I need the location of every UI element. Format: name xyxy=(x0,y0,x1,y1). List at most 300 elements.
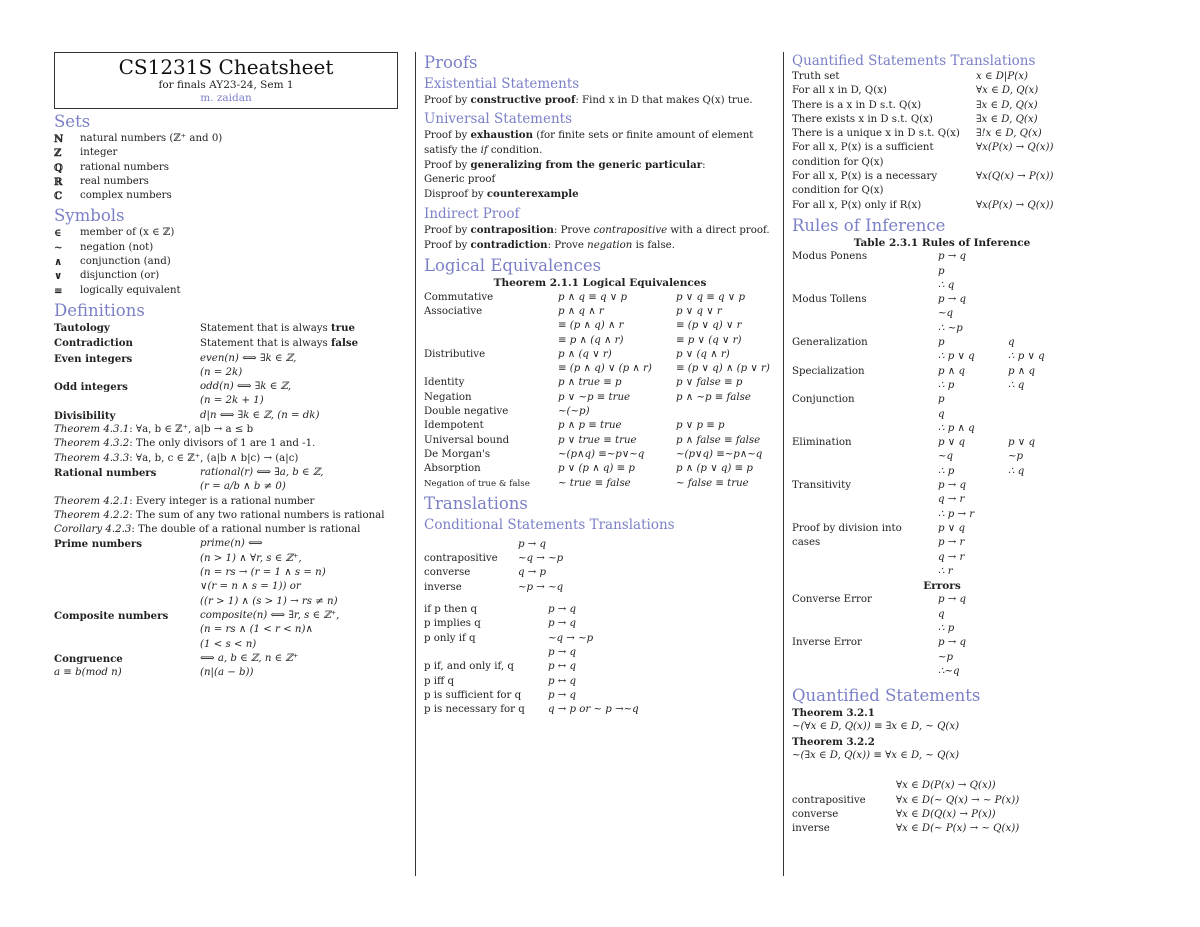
rule-line xyxy=(938,551,1008,565)
universal-heading: Universal Statements xyxy=(424,111,573,128)
def-line: (n = 2k) xyxy=(200,366,243,378)
statement-name: p if, and only if, q xyxy=(424,661,514,673)
def xyxy=(200,537,338,608)
keyword: generalizing from the generic particular xyxy=(470,158,703,171)
rule-name: Modus Ponens xyxy=(792,251,868,263)
errors-table xyxy=(792,593,1092,679)
inference-heading: Rules of Inference xyxy=(792,215,946,235)
law-or: p ∧ (p ∨ q) ≡ p xyxy=(676,463,753,475)
equivalence-row xyxy=(424,376,776,390)
conditional-row xyxy=(424,675,776,689)
statement-form: ∀x ∈ D, Q(x) xyxy=(976,85,1039,97)
description: disjunction (or) xyxy=(80,270,160,282)
statement-name: inverse xyxy=(792,823,830,835)
premise-a: ~q xyxy=(938,308,954,320)
premise-a: ∴ p xyxy=(938,465,955,477)
rule-lines xyxy=(938,479,1008,522)
inference-rule xyxy=(792,436,1092,479)
symbol-item xyxy=(54,226,398,240)
symbol-item xyxy=(54,241,398,255)
inference-rule xyxy=(792,522,1092,579)
theorem-name: Theorem 4.3.1 xyxy=(54,424,130,436)
italic: contrapositive xyxy=(593,224,668,236)
theorem-text: : The only divisors of 1 are 1 and -1. xyxy=(129,438,316,450)
rule-line xyxy=(938,393,1008,407)
rule-lines xyxy=(938,522,1008,579)
text: (for finite sets or finite amount of element satisfy the xyxy=(424,130,754,156)
law-name: Identity xyxy=(424,377,465,389)
def-line: composite(n) ⟺ ∃r, s ∈ ℤ⁺, xyxy=(200,609,340,621)
premise-b: ∴ p ∨ q xyxy=(1008,351,1045,363)
law-name: De Morgan's xyxy=(424,448,491,460)
def-tautology xyxy=(54,321,398,336)
theorem-4-2-2 xyxy=(54,509,398,523)
rule-line xyxy=(938,307,1008,321)
statement-name: converse xyxy=(424,567,471,579)
column-divider-1 xyxy=(415,52,416,876)
statement-form: ∀x ∈ D(P(x) → Q(x)) xyxy=(896,780,996,792)
symbol: ~ xyxy=(54,241,63,254)
conditional-row xyxy=(424,552,776,566)
quantified-translation-row xyxy=(792,113,1092,127)
text: : Prove xyxy=(553,224,594,236)
conditional-row xyxy=(424,703,776,717)
def-line: (n|(a − b)) xyxy=(200,667,254,679)
term: Tautology xyxy=(54,321,110,334)
statement-name: p only if q xyxy=(424,632,476,644)
term: Composite numbers xyxy=(54,609,169,622)
rule-line xyxy=(938,279,1008,293)
statement-name: There is a unique x in D s.t. Q(x) xyxy=(792,128,960,140)
symbol: ℕ xyxy=(54,133,64,145)
statement-form: p → q xyxy=(548,604,577,616)
def xyxy=(200,336,358,351)
quantified-translation-row xyxy=(792,70,1092,84)
def-line: (n = rs ∧ (1 < r < n)∧ xyxy=(200,624,313,636)
set-item xyxy=(54,161,398,175)
def-line: odd(n) ⟺ ∃k ∈ ℤ, xyxy=(200,381,292,393)
rule-line xyxy=(938,322,1008,336)
law-or: p ∨ q ∨ r xyxy=(676,305,722,317)
premise-a: ∴ p xyxy=(938,622,955,634)
keyword: counterexample xyxy=(486,188,579,201)
def-line: (1 < s < n) xyxy=(200,638,257,650)
theorem-name: Theorem 4.3.3 xyxy=(54,452,130,464)
def-text: Statement that is always xyxy=(200,322,331,334)
rule-line xyxy=(938,350,1045,364)
inference-rule xyxy=(792,250,1092,293)
italic: if xyxy=(480,144,488,156)
law-name: Absorption xyxy=(424,463,481,475)
term: Contradiction xyxy=(54,337,133,350)
equivalence-row xyxy=(424,419,776,433)
def-keyword: true xyxy=(331,321,355,334)
conditional-group-1 xyxy=(424,538,776,595)
premise-b: p ∧ q xyxy=(1008,365,1035,377)
quantified-form-row xyxy=(792,794,1092,808)
statement-name: p is sufficient for q xyxy=(424,689,522,701)
text: : Find x in D that makes Q(x) true. xyxy=(575,95,753,106)
italic: negation xyxy=(587,240,633,252)
statement-form: x ∈ D|P(x) xyxy=(976,71,1028,82)
column-divider-2 xyxy=(783,52,784,876)
quantified-translation-row xyxy=(792,84,1092,98)
premise-a: ∴~q xyxy=(938,665,960,677)
statement-form: ~p → ~q xyxy=(518,581,564,593)
symbol: ∨ xyxy=(54,270,63,283)
statement-form: p ↔ q xyxy=(548,661,577,673)
law-and: ~(~p) xyxy=(558,406,590,418)
symbol: ℤ xyxy=(54,147,62,160)
conditional-row xyxy=(424,689,776,703)
rule-line xyxy=(938,250,1008,264)
statement-name: For all x, P(x) is a sufficient condition for Q(x) xyxy=(792,142,934,168)
theorem-text: : ∀a, b ∈ ℤ⁺, a|b → a ≤ b xyxy=(129,424,254,436)
set-item xyxy=(54,189,398,203)
equivalence-row xyxy=(424,319,776,333)
premise-a: p → q xyxy=(938,637,967,649)
symbol: ℝ xyxy=(54,175,63,188)
theorem-text: : ∀a, b, c ∈ ℤ⁺, (a|b ∧ b|c) → (a|c) xyxy=(129,452,299,464)
quantified-translation-row xyxy=(792,127,1092,141)
def-line: ((r > 1) ∧ (s > 1) → rs ≠ n) xyxy=(200,595,338,607)
symbol: ℂ xyxy=(54,190,63,203)
premise-a: p → q xyxy=(938,251,967,263)
premise-a: ∴ p ∨ q xyxy=(938,351,975,363)
law-and: p ∧ true ≡ p xyxy=(558,377,622,389)
statement-form: ∀x ∈ D(~ P(x) → ~ Q(x)) xyxy=(896,823,1020,835)
rule-line xyxy=(938,365,1035,379)
spacer xyxy=(424,595,776,603)
theorem-4-3-2 xyxy=(54,437,398,451)
premise-a: p ∧ q xyxy=(938,365,965,377)
premise-b: ∴ q xyxy=(1008,379,1025,391)
def-line: ∨(r = n ∧ s = 1)) or xyxy=(200,581,301,593)
statement-form: p ↔ q xyxy=(548,675,577,687)
rule-lines xyxy=(938,293,1008,336)
rule-line xyxy=(938,536,1008,550)
statement-name: converse xyxy=(792,808,839,820)
law-name: Idempotent xyxy=(424,420,484,432)
keyword: contradiction xyxy=(470,239,548,252)
statement-name: p is necessary for q xyxy=(424,704,525,716)
universal-line-2 xyxy=(424,158,776,173)
premise-a: p xyxy=(938,337,945,349)
rule-line xyxy=(938,379,1035,393)
rule-lines xyxy=(938,336,1045,365)
rule-line xyxy=(938,508,1008,522)
rule-line xyxy=(938,636,1008,650)
rule-lines xyxy=(938,250,1008,293)
def xyxy=(200,652,298,681)
rule-line xyxy=(938,465,1035,479)
quantified-translation-row xyxy=(792,99,1092,113)
statement-form: ∀x(P(x) → Q(x)) xyxy=(976,199,1054,211)
def xyxy=(200,466,324,495)
premise-a: p → q xyxy=(938,594,967,606)
quantified-form-row xyxy=(792,808,1092,822)
equivalences-heading: Logical Equivalences xyxy=(424,256,602,276)
premise-b: ~p xyxy=(1008,451,1024,463)
term: Divisibility xyxy=(54,409,116,422)
page-subtitle: for finals AY23-24, Sem 1 xyxy=(158,79,294,91)
term-math: a ≡ b(mod n) xyxy=(54,667,122,679)
term: Rational numbers xyxy=(54,466,157,479)
definitions-block xyxy=(54,321,398,680)
term: Congruence xyxy=(54,652,123,665)
statement-name: p iff q xyxy=(424,675,455,687)
def xyxy=(200,380,291,409)
rule-lines xyxy=(938,365,1035,394)
universal-line-4 xyxy=(424,187,776,202)
rule-lines xyxy=(938,393,1008,436)
premise-a: ∴ p ∧ q xyxy=(938,422,975,434)
description: natural numbers (ℤ⁺ and 0) xyxy=(80,133,223,144)
def-congruence xyxy=(54,652,398,681)
rule-line xyxy=(938,565,1008,579)
law-or: ≡ p ∨ (q ∨ r) xyxy=(676,334,742,346)
theorem-3-2-1: ~(∀x ∈ D, Q(x)) ≡ ∃x ∈ D, ~ Q(x) xyxy=(792,721,960,733)
equivalence-row xyxy=(424,462,776,476)
law-name: Negation of true & false xyxy=(424,478,530,489)
text: Proof by xyxy=(424,95,471,106)
text: Proof by xyxy=(424,224,471,236)
page-title: CS1231S Cheatsheet xyxy=(118,55,334,79)
law-name: Associative xyxy=(424,305,483,317)
equivalence-row xyxy=(424,477,776,491)
premise-a: p → r xyxy=(938,537,965,549)
law-and: p ∧ q ≡ q ∨ p xyxy=(558,291,627,303)
indirect-heading: Indirect Proof xyxy=(424,205,520,222)
keyword: constructive proof xyxy=(470,94,576,106)
rule-name: Converse Error xyxy=(792,594,872,606)
def xyxy=(200,609,339,652)
symbol-item xyxy=(54,284,398,298)
description: conjunction (and) xyxy=(80,256,171,268)
def-line: rational(r) ⟺ ∃a, b ∈ ℤ, xyxy=(200,466,324,478)
definitions-heading: Definitions xyxy=(54,300,145,320)
rule-name: Modus Tollens xyxy=(792,294,867,306)
conditional-heading: Conditional Statements Translations xyxy=(424,516,675,533)
theorem-3-2-1-name: Theorem 3.2.1 xyxy=(792,707,875,720)
premise-a: q xyxy=(938,608,945,620)
rule-line xyxy=(938,450,1035,464)
rule-line xyxy=(938,336,1045,350)
law-and: ~(p∧q) ≡~p∨~q xyxy=(558,448,645,460)
def-odd xyxy=(54,380,398,409)
keyword: exhaustion xyxy=(470,129,533,142)
law-or: p ∨ (q ∧ r) xyxy=(676,348,730,360)
premise-b: q xyxy=(1008,337,1015,349)
theorem-text: : The double of a rational number is rational xyxy=(131,524,361,536)
def-prime xyxy=(54,537,398,608)
description: integer xyxy=(80,147,118,159)
statement-form: p → q xyxy=(518,538,547,550)
rule-line xyxy=(938,436,1035,450)
text: Proof by xyxy=(424,240,471,252)
theorem-4-2-1 xyxy=(54,495,398,509)
rule-line xyxy=(938,408,1008,422)
inference-rule xyxy=(792,479,1092,522)
equivalence-row xyxy=(424,348,776,362)
law-and: p ∨ ~p ≡ true xyxy=(558,391,631,403)
premise-a: q → r xyxy=(938,551,965,563)
description: negation (not) xyxy=(80,241,154,253)
premise-b: ∴ q xyxy=(1008,465,1025,477)
quantified-translation-row xyxy=(792,170,1092,199)
spacer xyxy=(792,763,1092,779)
rule-line xyxy=(938,479,1008,493)
def xyxy=(200,321,355,336)
conditional-row xyxy=(424,646,776,660)
law-and: p ∧ q ∧ r xyxy=(558,305,604,317)
statement-form: ∀x(Q(x) → P(x)) xyxy=(976,171,1054,183)
symbol: ≡ xyxy=(54,284,63,297)
symbols-list xyxy=(54,226,398,297)
description: logically equivalent xyxy=(80,284,181,296)
statement-name xyxy=(424,646,548,660)
law-name xyxy=(424,319,558,333)
theorem-3-2-2-name: Theorem 3.2.2 xyxy=(792,735,875,748)
rule-line xyxy=(938,422,1008,436)
law-and: ≡ p ∧ (q ∧ r) xyxy=(558,334,624,346)
statement-name: For all x, P(x) only if R(x) xyxy=(792,199,922,211)
law-or: ~ false ≡ true xyxy=(676,477,749,489)
def-contradiction xyxy=(54,336,398,351)
conditional-row xyxy=(424,538,776,552)
statement-form: p → q xyxy=(548,618,577,630)
premise-a: ∴ p xyxy=(938,379,955,391)
inference-table xyxy=(792,250,1092,579)
statement-form: q → p or ~ p →~q xyxy=(548,704,639,716)
premise-b: p ∨ q xyxy=(1008,437,1035,449)
inference-rule xyxy=(792,393,1092,436)
premise-a: ~q xyxy=(938,451,954,463)
def-divisibility xyxy=(54,409,398,423)
rule-line xyxy=(938,608,1008,622)
description: rational numbers xyxy=(80,161,169,173)
premise-a: p xyxy=(938,265,945,277)
conditional-row xyxy=(424,581,776,595)
equivalence-row xyxy=(424,305,776,319)
set-item xyxy=(54,132,398,146)
statement-form: ∀x(P(x) → Q(x)) xyxy=(976,142,1054,154)
conditional-group-2 xyxy=(424,603,776,717)
rule-line xyxy=(938,593,1008,607)
premise-a: ∴ r xyxy=(938,565,953,577)
statement-name: For all x in D, Q(x) xyxy=(792,85,887,97)
theorem-name: Theorem 4.2.1 xyxy=(54,495,130,507)
equivalence-row xyxy=(424,434,776,448)
rule-lines xyxy=(938,636,1008,679)
law-name: Universal bound xyxy=(424,434,510,446)
premise-a: p ∨ q xyxy=(938,522,965,534)
theorem-name: Theorem 4.3.2 xyxy=(54,438,130,450)
statement-form: ∃!x ∈ D, Q(x) xyxy=(976,128,1042,140)
quantified-translations-table xyxy=(792,70,1092,213)
description: member of (x ∈ ℤ) xyxy=(80,227,175,239)
rule-lines xyxy=(938,593,1008,636)
set-item xyxy=(54,175,398,189)
quantified-form-row xyxy=(792,779,1092,793)
conditional-row xyxy=(424,603,776,617)
quantified-heading: Quantified Statements xyxy=(792,686,981,706)
theorem-name: Corollary 4.2.3 xyxy=(54,524,132,536)
conditional-row xyxy=(424,566,776,580)
quantified-form-row xyxy=(792,822,1092,836)
inference-rule xyxy=(792,593,1092,636)
inference-rule xyxy=(792,365,1092,394)
inference-caption: Table 2.3.1 Rules of Inference xyxy=(853,236,1031,249)
statement-form: ∀x ∈ D(~ Q(x) → ~ P(x)) xyxy=(896,794,1020,806)
rule-name: Transitivity xyxy=(792,480,852,492)
statement-form: ~q → ~p xyxy=(518,553,564,565)
rule-line xyxy=(938,651,1008,665)
text: : Prove xyxy=(547,240,588,252)
corollary-4-2-3 xyxy=(54,523,398,537)
text: is false. xyxy=(632,240,675,252)
statement-name: inverse xyxy=(424,581,462,593)
term: Prime numbers xyxy=(54,538,143,551)
universal-line-3: Generic proof xyxy=(424,174,496,186)
term: Even integers xyxy=(54,352,133,365)
quantified-translation-row xyxy=(792,199,1092,213)
statement-name xyxy=(792,779,896,793)
def-line: prime(n) ⟺ xyxy=(200,538,263,550)
law-and: p ∧ p ≡ true xyxy=(558,420,622,432)
statement-name: Truth set xyxy=(792,71,840,82)
premise-a: q xyxy=(938,408,945,420)
inference-rule xyxy=(792,336,1092,365)
rule-lines xyxy=(938,436,1035,479)
def-line: (r = a/b ∧ b ≠ 0) xyxy=(200,481,286,493)
premise-a: p xyxy=(938,394,945,406)
statement-name: contrapositive xyxy=(792,794,866,806)
def-line: (n = rs → (r = 1 ∧ s = n) xyxy=(200,567,326,579)
conditional-row xyxy=(424,632,776,646)
universal-line-1 xyxy=(424,128,776,158)
rule-line xyxy=(938,293,1008,307)
theorem-name: Theorem 4.2.2 xyxy=(54,509,130,521)
law-and: ≡ (p ∧ q) ∨ (p ∧ r) xyxy=(558,363,652,375)
def-composite xyxy=(54,609,398,652)
law-and: p ∨ (p ∧ q) ≡ p xyxy=(558,463,635,475)
law-name: Negation xyxy=(424,391,472,403)
symbols-heading: Symbols xyxy=(54,206,125,226)
def-even xyxy=(54,352,398,381)
statement-form: ~q → ~p xyxy=(548,632,594,644)
law-or: ~(p∨q) ≡~p∧~q xyxy=(676,448,763,460)
rule-line xyxy=(938,622,1008,636)
page-author: m. zaidan xyxy=(200,92,252,104)
premise-a: ∴ ~p xyxy=(938,322,963,334)
premise-a: ~p xyxy=(938,651,954,663)
rule-name: Inverse Error xyxy=(792,637,862,649)
statement-name: There exists x in D s.t. Q(x) xyxy=(792,113,933,125)
sets-heading: Sets xyxy=(54,112,91,131)
symbol-item xyxy=(54,255,398,269)
rule-line xyxy=(938,665,1008,679)
law-name xyxy=(424,334,558,348)
rule-name: Elimination xyxy=(792,437,852,449)
law-or: p ∨ q ≡ q ∨ p xyxy=(676,291,745,303)
quantified-forms-table xyxy=(792,779,1092,836)
quantified-translation-row xyxy=(792,141,1092,170)
theorem-4-3-1 xyxy=(54,423,398,437)
def-line: ⟺ a, b ∈ ℤ, n ∈ ℤ⁺ xyxy=(200,652,299,664)
term-block xyxy=(54,652,200,681)
conditional-row xyxy=(424,660,776,674)
